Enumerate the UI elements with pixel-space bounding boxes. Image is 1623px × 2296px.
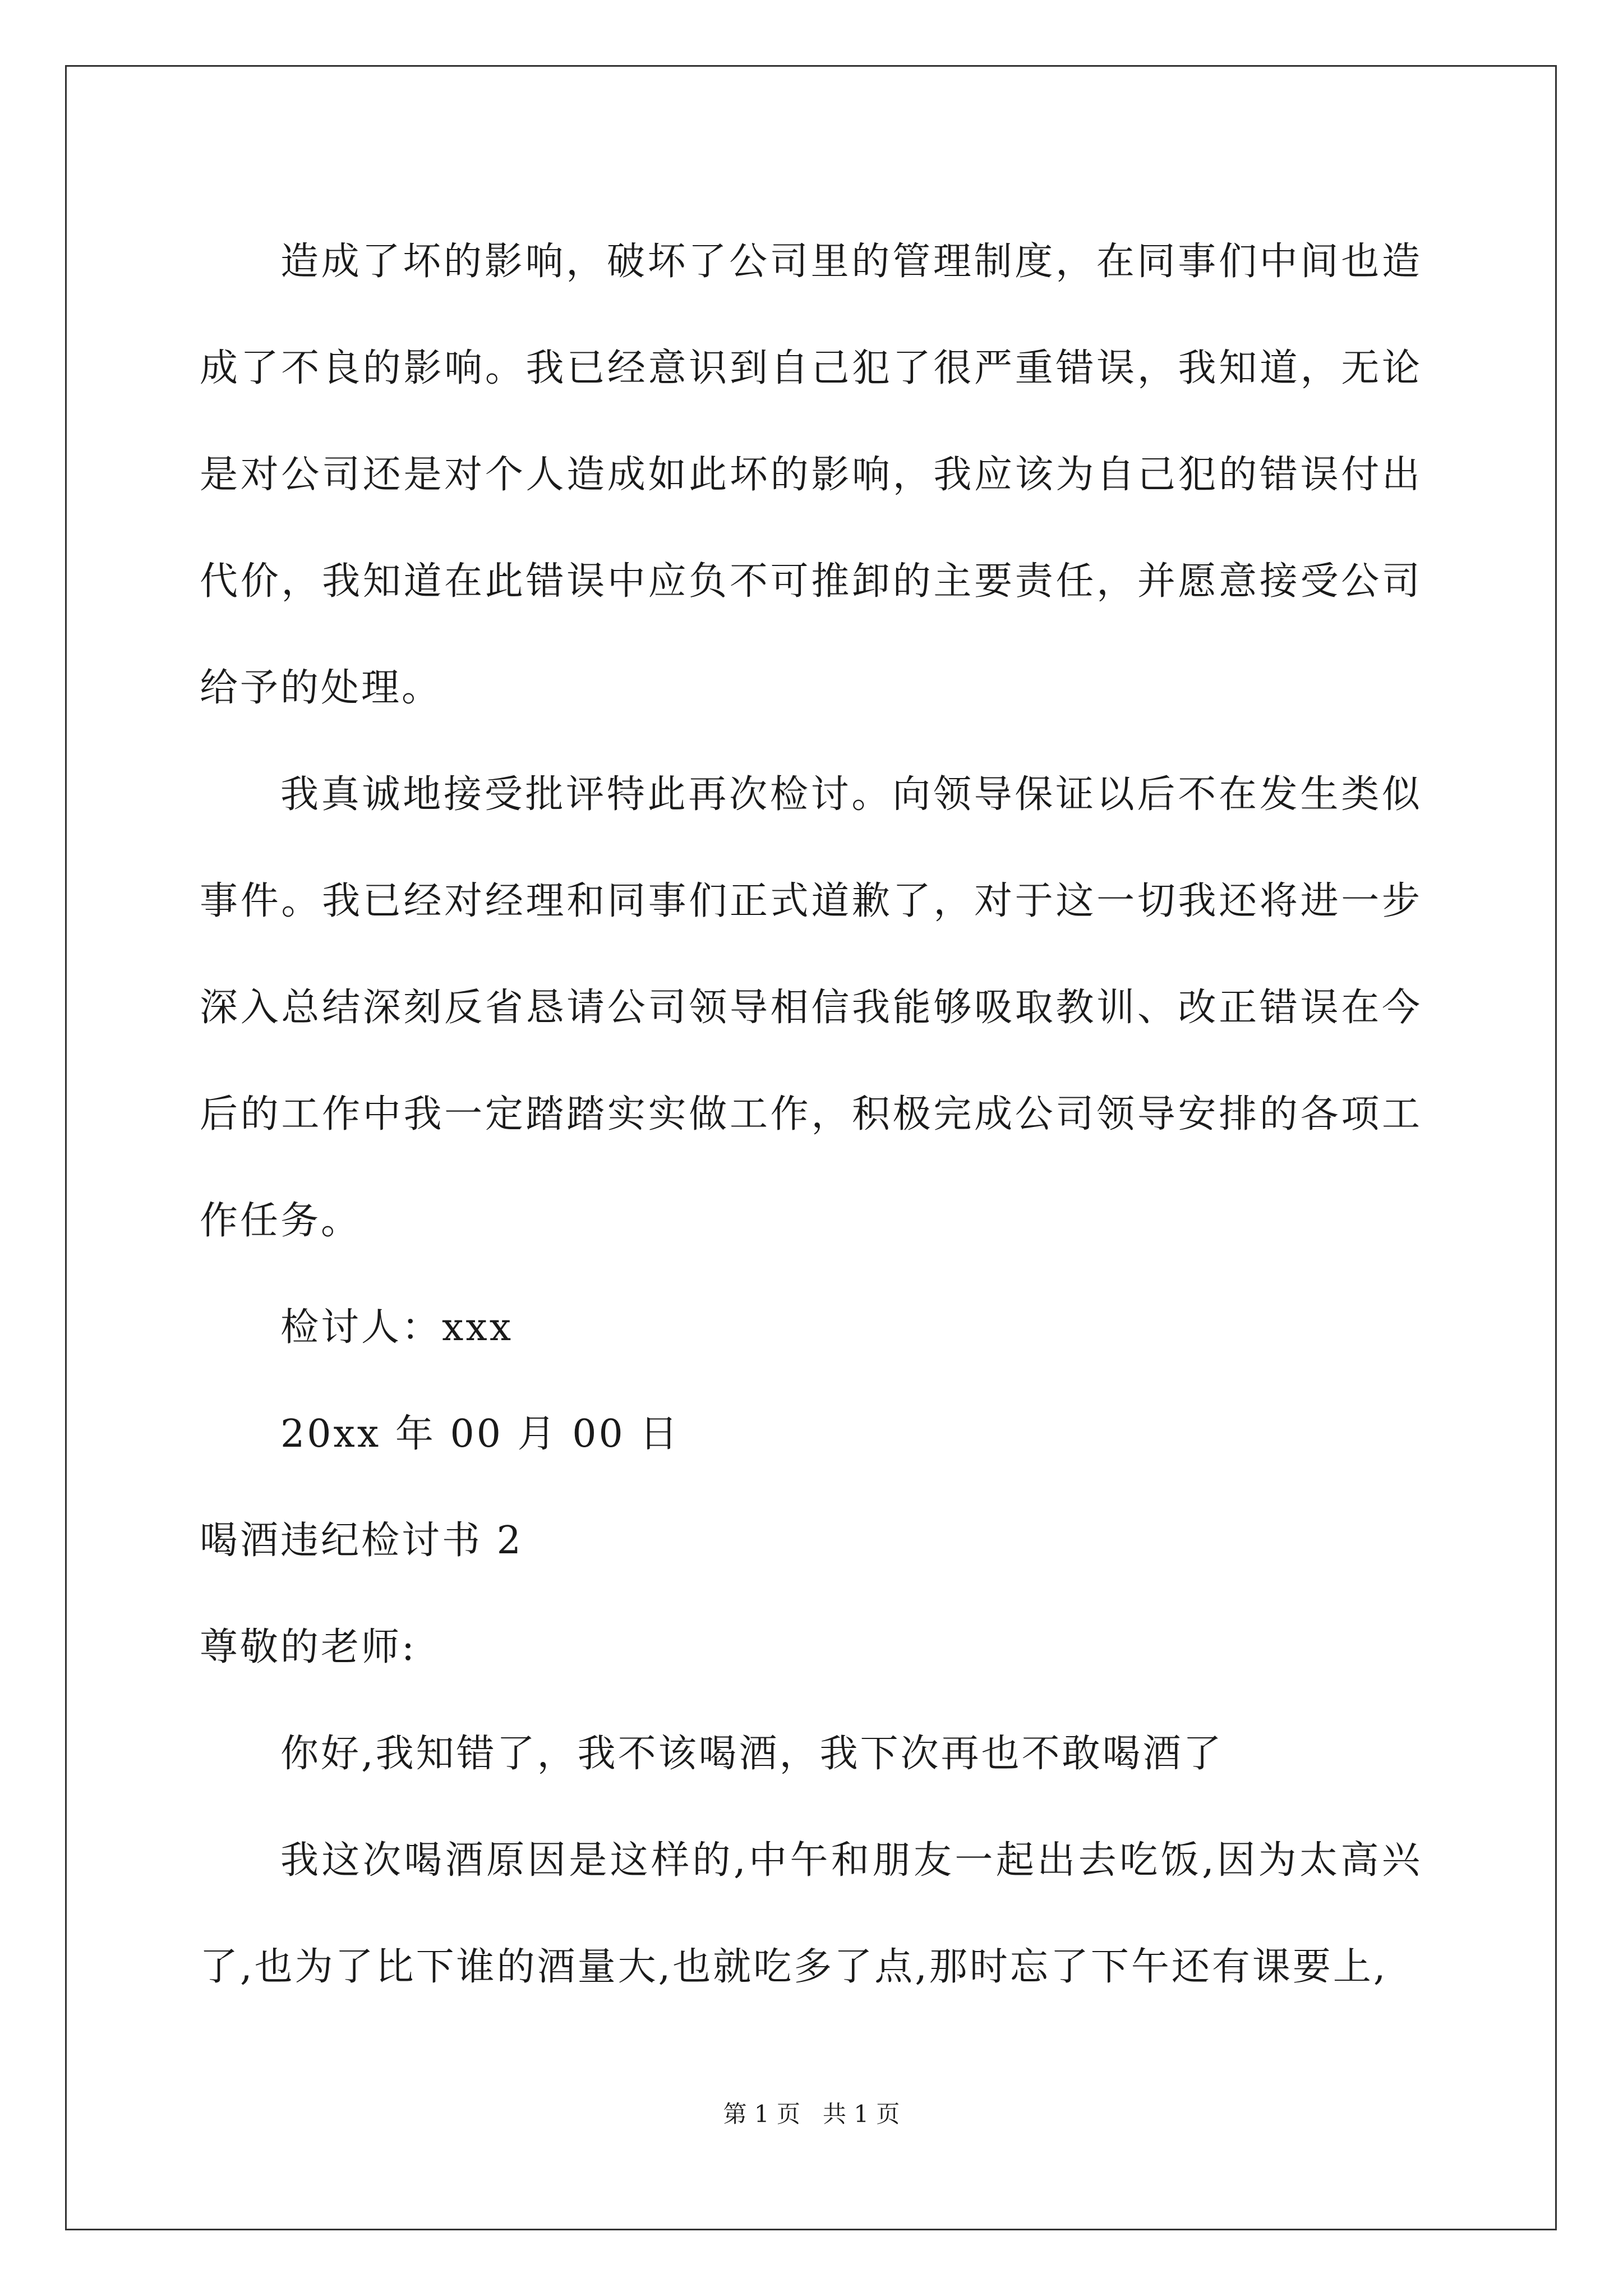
- salutation: 尊敬的老师:: [200, 1625, 417, 1669]
- paragraph: 你好,我知错了，我不该喝酒，我下次再也不敢喝酒了: [280, 1732, 1224, 1776]
- page-footer: [0, 2096, 1623, 2129]
- page-total: 共 1 页: [823, 2100, 900, 2128]
- page-number: 第 1 页: [723, 2100, 800, 2128]
- document-body: [200, 209, 1422, 2021]
- paragraph: 造成了坏的影响，破坏了公司里的管理制度，在同事们中间也造成了不良的影响。我已经意识到自己犯了很严重错误，我知道，无论是对公司还是对个人造成如此坏的影响，我应该为自己犯的错误付出代价，我知道在此错误中应负不可推卸的主要责任，并愿意接受公司给予的处理。: [200, 240, 1422, 710]
- paragraph: 我真诚地接受批评特此再次检讨。向领导保证以后不在发生类似事件。我已经对经理和同事们正式道歉了，对于这一切我还将进一步深入总结深刻反省恳请公司领导相信我能够吸取教训、改正错误在今后的工作中我一定踏踏实实做工作，积极完成公司领导安排的各项工作任务。: [200, 772, 1422, 1243]
- signature-line: 检讨人：xxx: [280, 1305, 514, 1350]
- date-line: 20xx 年 00 月 00 日: [280, 1412, 680, 1456]
- section-title: 喝酒违纪检讨书 2: [200, 1519, 523, 1563]
- paragraph: 我这次喝酒原因是这样的,中午和朋友一起出去吃饭,因为太高兴了,也为了比下谁的酒量大,也就吃多了点,那时忘了下午还有课要上,: [200, 1838, 1422, 1989]
